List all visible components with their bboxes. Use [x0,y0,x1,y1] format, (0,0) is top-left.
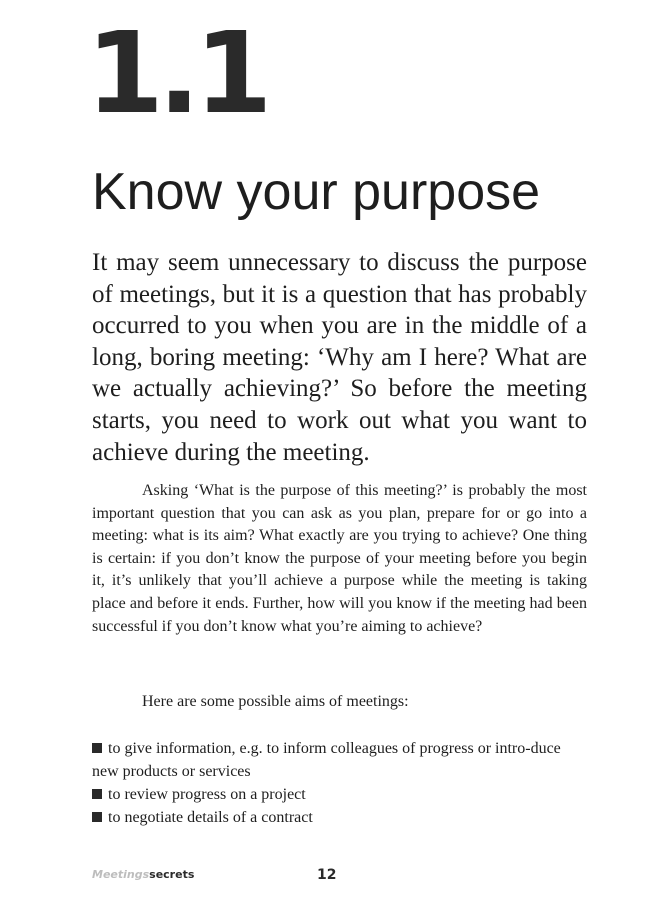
footer-series-word-meetings: Meetings [92,868,150,881]
list-item-text: to review progress on a project [108,786,306,803]
aims-intro: Here are some possible aims of meetings: [142,693,409,710]
square-bullet-icon [92,812,102,822]
chapter-title: Know your purpose [92,163,541,221]
body-paragraph: Asking ‘What is the purpose of this meeting?’ is probably the most important question that you can ask as you plan, prepare for or go into a meeting: what is its aim? What exactly are you trying to achieve? One thing is certain: if you don’t know the purpose of your meeting before you begin it, it’s unlikely that you’ll achieve a purpose while the meeting is taking place and before it ends. Further, how will you know if the meeting had been successful if you don’t know what you’re aiming to achieve? [92,482,587,635]
aims-list [92,737,587,829]
lead-paragraph: It may seem unnecessary to discuss the purpose of meetings, but it is a question that has probably occurred to you when you are in the middle of a long, boring meeting: ‘Why am I here? What are we actually achieving?’ So before the meeting starts, you need to work out what you want to achieve during the meeting. [92,249,587,466]
page-number: 12 [317,867,337,883]
list-item-text: to give information, e.g. to inform colleagues of progress or intro-duce new products or services [92,740,561,780]
footer-series-title [92,868,194,882]
chapter-number: 1.1 [86,9,267,139]
square-bullet-icon [92,743,102,753]
list-item [92,806,587,829]
list-item-text: to negotiate details of a contract [108,809,313,826]
square-bullet-icon [92,789,102,799]
list-item [92,783,587,806]
list-item [92,737,587,783]
footer-series-word-secrets: secrets [149,868,195,881]
